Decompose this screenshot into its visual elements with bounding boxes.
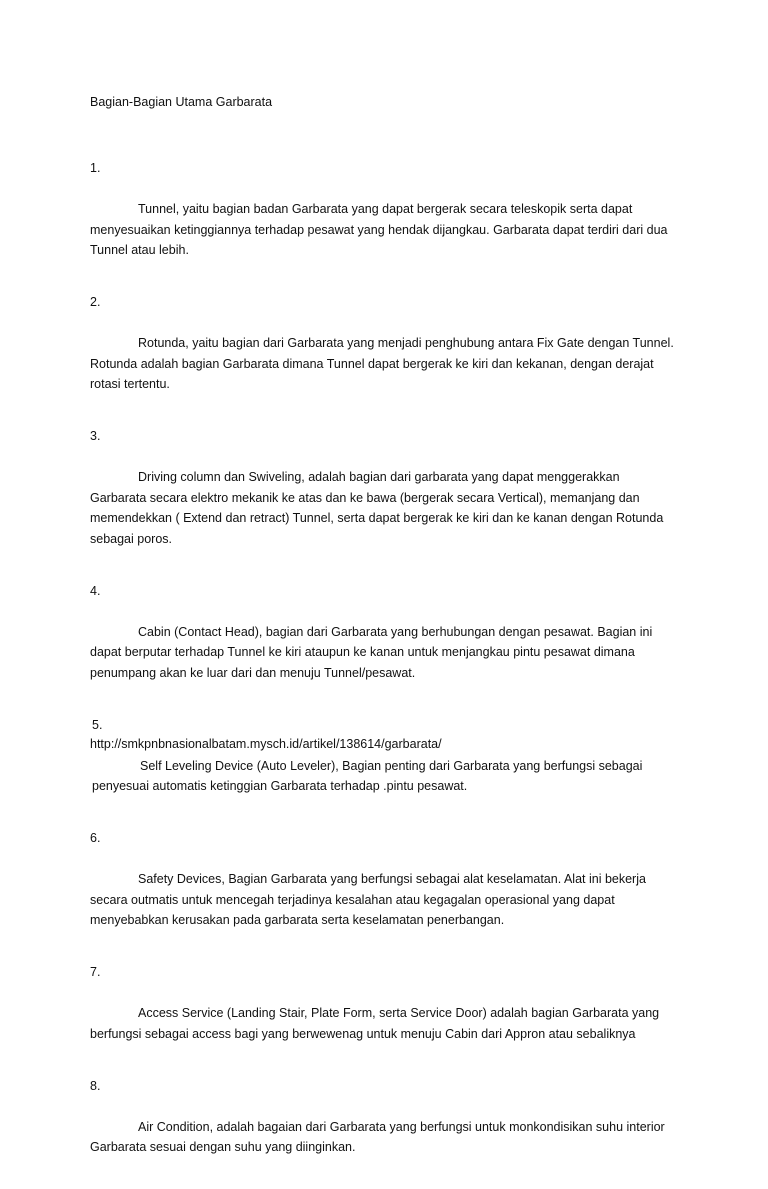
- numbered-list: [90, 158, 686, 1189]
- list-item-number: 7.: [90, 965, 101, 979]
- list-item: [90, 828, 686, 951]
- list-item-number: 5.: [92, 717, 103, 732]
- document-title: Bagian-Bagian Utama Garbarata: [90, 95, 273, 109]
- list-item-text: Driving column dan Swiveling, adalah bagian dari garbarata yang dapat menggerakkan Garbarata secara elektro mekanik ke atas dan ke bawa (bergerak secara Vertical), memanjang dan memendekkan ( Extend dan retract) Tunnel, serta dapat bergerak ke kiri dan ke kanan dengan Rotunda sebagai poros.: [90, 470, 664, 546]
- list-item-text: Safety Devices, Bagian Garbarata yang berfungsi sebagai alat keselamatan. Alat ini bekerja secara outmatis untuk mencegah terjadinya kesalahan atau kegagalan operasional yang dapat menyebabkan kerusakan pada garbarata serta keselamatan penerbangan.: [90, 872, 646, 927]
- list-item-text: Air Condition, adalah bagaian dari Garbarata yang berfungsi untuk monkondisikan suhu interior Garbarata sesuai dengan suhu yang diinginkan.: [90, 1119, 665, 1154]
- list-item-text: Cabin (Contact Head), bagian dari Garbarata yang berhubungan dengan pesawat. Bagian ini dapat berputar terhadap Tunnel ke kiri ataupun ke kanan untuk menjangkau pintu pesawat dimana penumpang akan ke luar dari dan menuju Tunnel/pesawat.: [90, 624, 653, 680]
- list-item-number: 3.: [90, 429, 101, 443]
- list-item: [92, 715, 686, 818]
- source-url: http://smkpnbnasionalbatam.mysch.id/artikel/138614/garbarata/: [90, 737, 442, 751]
- list-item-number: 8.: [90, 1078, 101, 1093]
- list-item-text: Rotunda, yaitu bagian dari Garbarata yang menjadi penghubung antara Fix Gate dengan Tunnel. Rotunda adalah bagian Garbarata dimana Tunnel dapat bergerak ke kiri dan kekanan, dengan derajat rotasi tertentu.: [90, 336, 674, 391]
- list-item: [90, 158, 686, 281]
- list-item-text: Self Leveling Device (Auto Leveler), Bagian penting dari Garbarata yang berfungsi sebagai penyesuai automatis ketinggian Garbarata terhadap .pintu pesawat.: [92, 758, 643, 793]
- list-item-text: Access Service (Landing Stair, Plate Form, serta Service Door) adalah bagian Garbarata yang berfungsi sebagai access bagi yang berwewenag untuk menuju Cabin dari Appron atau sebaliknya: [90, 1006, 660, 1041]
- list-item-number: 1.: [90, 161, 101, 175]
- list-item: [90, 962, 686, 1065]
- list-item-number: 2.: [90, 295, 101, 309]
- list-item-text: Tunnel, yaitu bagian badan Garbarata yang dapat bergerak secara teleskopik serta dapat menyesuaikan ketinggiannya terhadap pesawat yang hendak dijangkau. Garbarata dapat terdiri dari dua Tunnel atau lebih.: [90, 202, 668, 257]
- list-item: [90, 581, 686, 704]
- list-item: [90, 292, 686, 415]
- list-item: [90, 426, 686, 570]
- list-item: [90, 1076, 686, 1179]
- list-item-number: 4.: [90, 583, 101, 598]
- list-item-number: 6.: [90, 831, 101, 845]
